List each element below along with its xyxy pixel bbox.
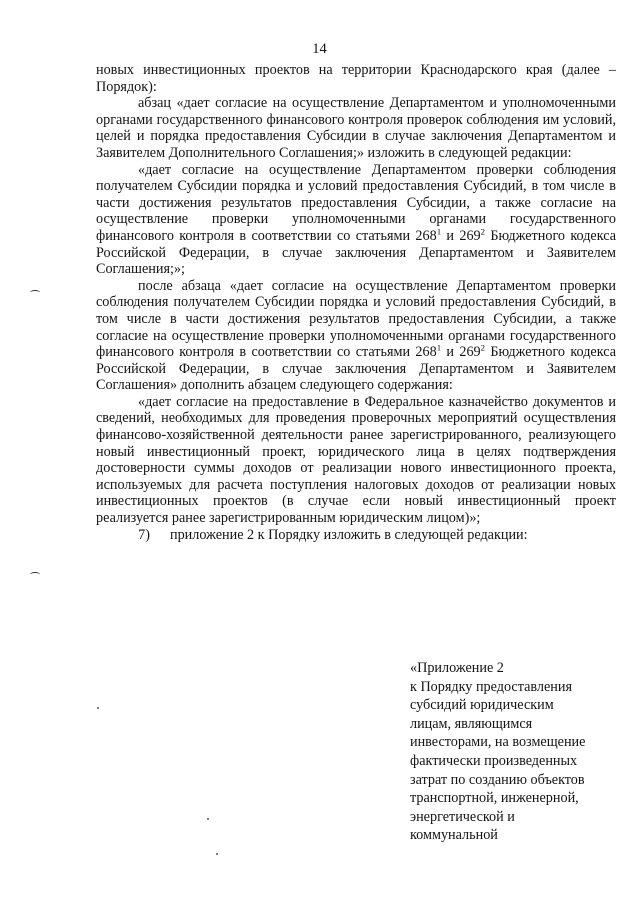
scan-speck <box>216 853 218 855</box>
paragraph-abzac: абзац «дает согласие на осуществление Департаментом и уполномоченными органами государственного финансового контроля проверок соблюдения им условий, целей и порядка предоставления Субсидии в случае заключения Департаментом и Заявителем Дополнительного Соглашения;» изложить в следующей редакции: <box>96 95 616 161</box>
page-number: 14 <box>312 41 327 57</box>
paragraph-text: «дает согласие на осуществление Департаментом проверки соблюдения получателем Субсидии порядка и условий предоставления Субсидий, в том числе в части достижения результатов предоставления Субсидии, а также согласие на осуществление проверки уполномоченными органами государственного финансового контроля в соответствии со статьями 268 <box>96 161 616 244</box>
paragraph-after-abzac <box>96 278 616 394</box>
superscript: 1 <box>436 226 442 237</box>
superscript: 1 <box>436 342 442 353</box>
appendix-line: энергетической и <box>410 808 515 825</box>
paragraph-text: и 269 <box>441 344 481 361</box>
paragraph-text: Бюджетного кодекса Российской Федерации, в случае заключения Департаментом и Заявителем Соглашения» дополнить абзацем следующего содержания: <box>96 344 617 394</box>
appendix-line: затрат по созданию объектов <box>410 771 585 788</box>
superscript: 2 <box>480 226 486 237</box>
appendix-line: фактически произведенных <box>410 752 578 769</box>
paragraph-treasury: «дает согласие на предоставление в Федеральное казначейство документов и сведений, необходимых для проведения проверочных мероприятий осуществления финансово-хозяйственной деятельности ранее зарегистрированного, реализующего новый инвестиционный проект, юридического лица в целях подтверждения достоверности суммы доходов от реализации нового инвестиционного проекта, используемых для расчета поступления налоговых доходов от реализации новых инвестиционных проектов (в случае если новый инвестиционный проект реализуется ранее зарегистрированным юридическим лицом)»; <box>96 393 616 527</box>
appendix-heading <box>410 659 610 845</box>
appendix-line: к Порядку предоставления <box>410 678 572 695</box>
binding-hole-mark <box>30 572 40 577</box>
scan-speck <box>207 818 209 820</box>
appendix-line: инвесторами, на возмещение <box>410 734 586 751</box>
list-item-number: 7) <box>138 526 150 543</box>
paragraph-text: после абзаца «дает согласие на осуществление Департаментом проверки соблюдения получателем Субсидии порядка и условий предоставления Субсидий, в том числе в части достижения результатов предоставления Субсидии, а также согласие на осуществление проверки уполномоченными органами государственного финансового контроля в соответствии со статьями 268 <box>96 277 616 361</box>
paragraph-text: и 269 <box>441 227 481 244</box>
binding-hole-mark <box>30 290 40 295</box>
appendix-line: лицам, являющимся <box>410 715 533 732</box>
paragraph-text: Бюджетного кодекса Российской Федерации, в случае заключения Департаментом и Заявителем Соглашения;»; <box>96 227 617 278</box>
list-item-text: приложение 2 к Порядку изложить в следующей редакции: <box>170 526 528 543</box>
appendix-line: «Приложение 2 <box>410 660 504 676</box>
list-item-7 <box>96 527 616 544</box>
appendix-line: транспортной, инженерной, <box>410 790 579 807</box>
appendix-line: субсидий юридическим <box>410 697 554 714</box>
appendix-line: коммунальной <box>410 827 498 844</box>
paragraph-continuation: новых инвестиционных проектов на территории Краснодарского края (далее – Порядок): <box>96 62 616 95</box>
document-body <box>96 62 616 543</box>
scan-speck <box>97 707 99 709</box>
superscript: 2 <box>480 342 486 353</box>
paragraph-new-wording <box>96 162 616 278</box>
